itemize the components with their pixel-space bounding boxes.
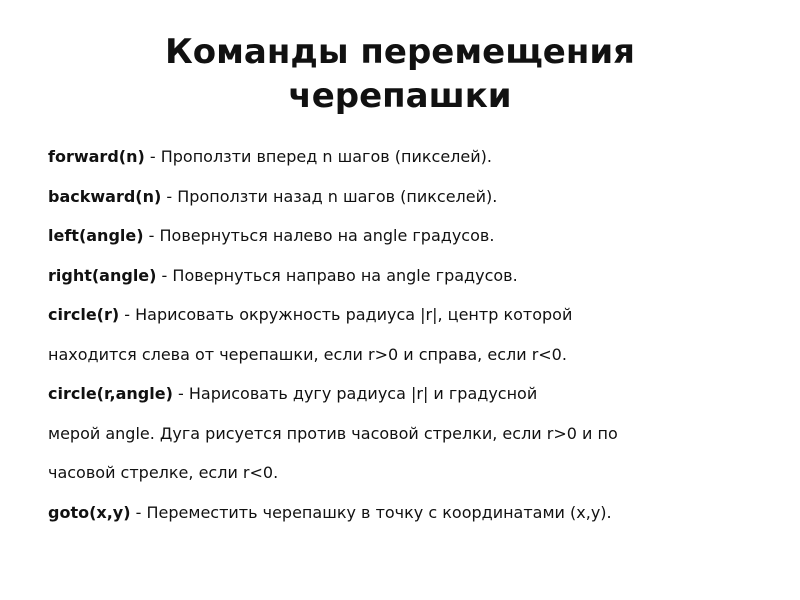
command-description: находится слева от черепашки, если r>0 и справа, если r<0. [48, 344, 567, 364]
command-description: мерой angle. Дуга рисуется против часовой стрелки, если r>0 и по [48, 423, 618, 443]
command-list [48, 147, 768, 542]
command-name: circle(r,angle) [48, 384, 173, 403]
command-description: - Повернуться налево на angle градусов. [143, 226, 495, 245]
text-line [48, 305, 768, 325]
command-description: - Нарисовать дугу радиуса |r| и градусной [172, 384, 538, 403]
command-description: - Проползти вперед n шагов (пикселей). [144, 147, 492, 166]
text-line [48, 187, 768, 207]
text-line [48, 345, 768, 365]
slide-title [0, 30, 800, 118]
title-line-1: Команды перемещения [164, 32, 635, 72]
title-line-2: черепашки [288, 76, 512, 116]
command-name: goto(x,y) [48, 502, 131, 522]
command-description: - Нарисовать окружность радиуса |r|, центр которой [119, 305, 573, 324]
command-description: - Повернуться направо на angle градусов. [156, 265, 518, 285]
command-name: right(angle) [48, 265, 157, 285]
text-line [48, 266, 768, 286]
command-name: circle(r) [48, 305, 120, 324]
text-line [48, 463, 768, 483]
command-name: left(angle) [48, 226, 144, 245]
command-description: - Переместить черепашку в точку с координатами (x,y). [130, 502, 612, 522]
text-line [48, 147, 768, 167]
command-description: часовой стрелке, если r<0. [48, 463, 279, 482]
text-line [48, 424, 768, 444]
text-line [48, 503, 768, 523]
text-line [48, 384, 768, 404]
command-name: backward(n) [48, 186, 162, 206]
command-description: - Проползти назад n шагов (пикселей). [161, 186, 498, 206]
text-line [48, 226, 768, 246]
command-name: forward(n) [48, 147, 145, 166]
